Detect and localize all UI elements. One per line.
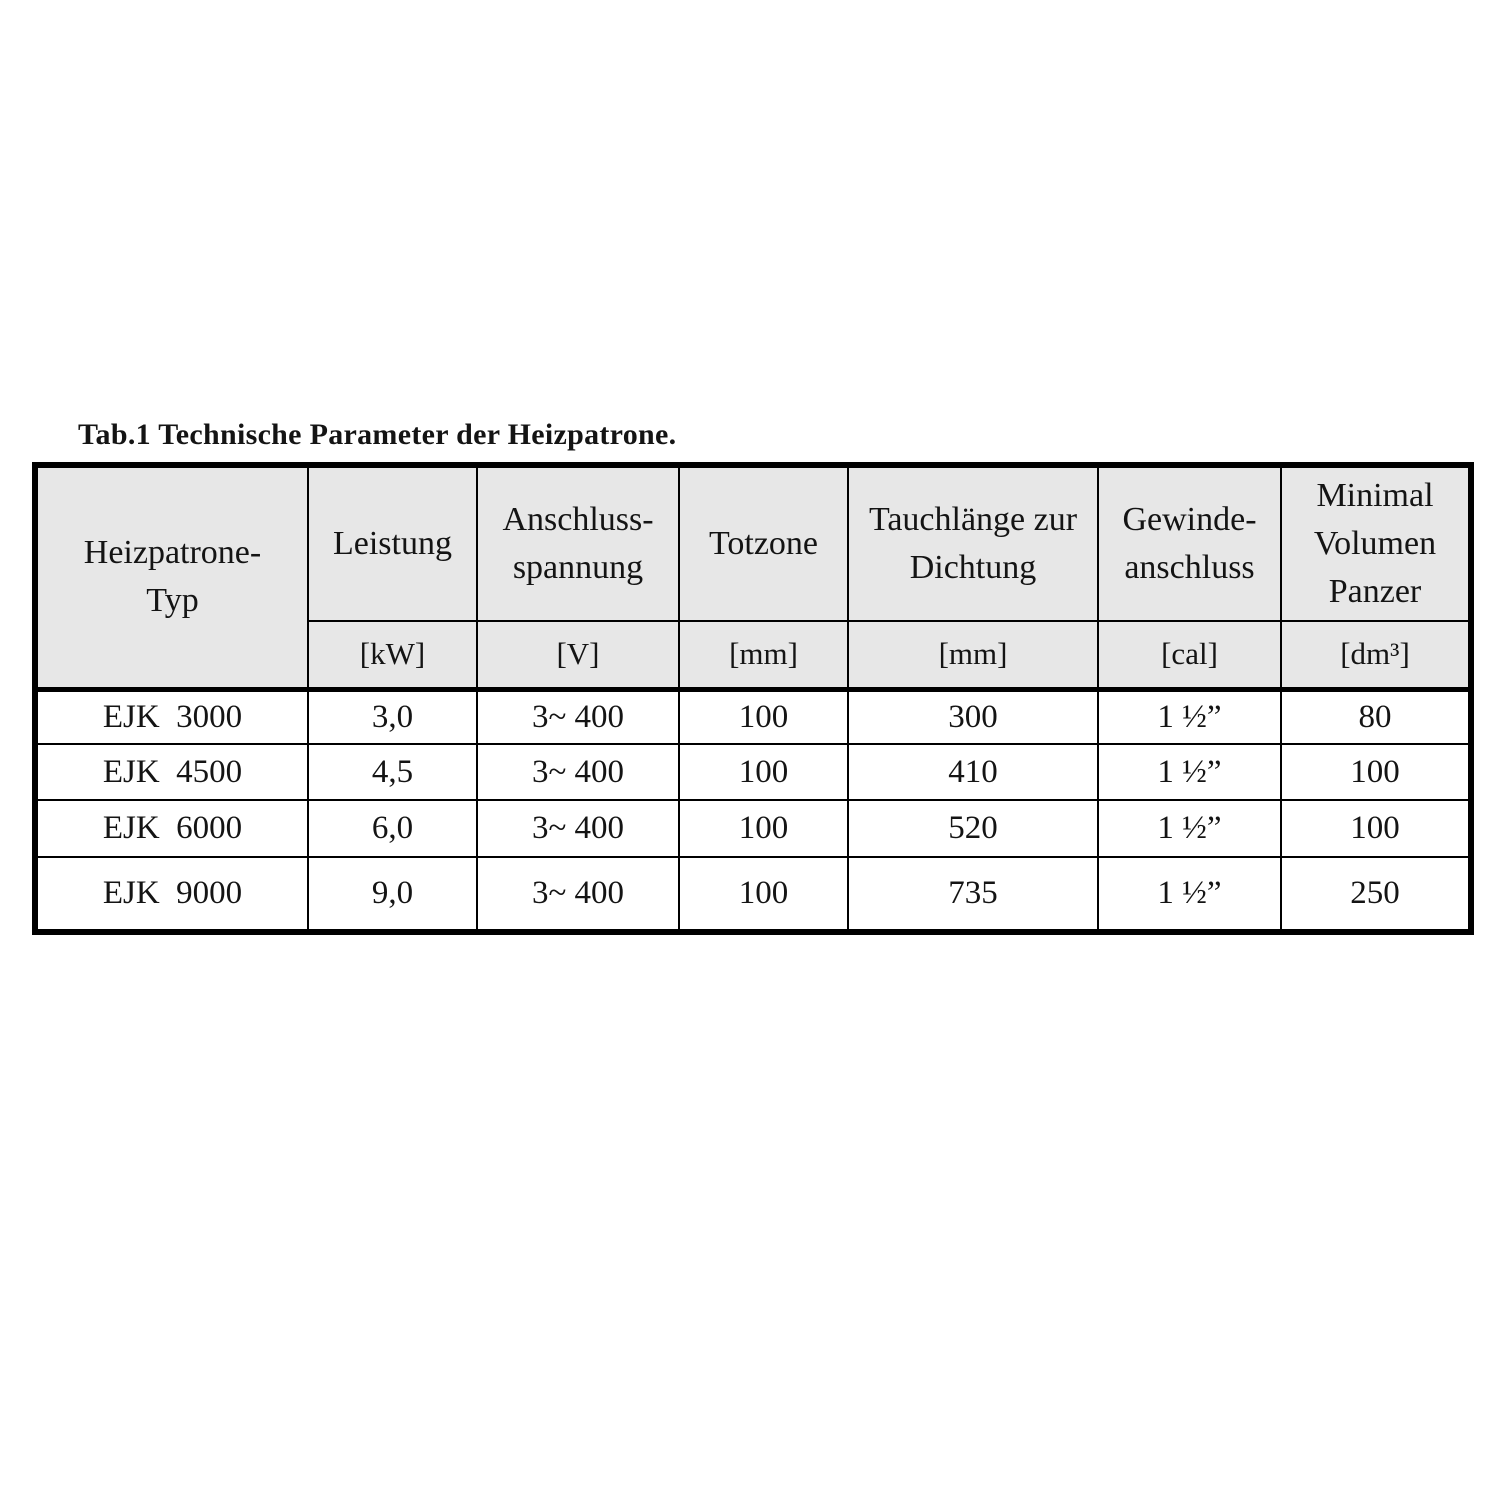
cell-volumen: 100: [1281, 800, 1471, 857]
cell-gewinde: 1 ½”: [1098, 744, 1281, 800]
unit-header-mm-totzone: [mm]: [679, 621, 848, 689]
header-row-names: [35, 465, 1471, 621]
cell-spannung: 3~ 400: [477, 689, 679, 744]
cell-tauchlaenge: 300: [848, 689, 1098, 744]
cell-type: EJK 4500: [35, 744, 308, 800]
column-header-tauchlaenge: [848, 465, 1098, 621]
table-row-ejk-4500: [35, 744, 1471, 800]
cell-type: EJK 3000: [35, 689, 308, 744]
table-row-ejk-9000: [35, 857, 1471, 932]
cell-gewinde: 1 ½”: [1098, 800, 1281, 857]
header-line: Leistung: [333, 525, 452, 562]
unit-header-dm3: [dm³]: [1281, 621, 1471, 689]
column-header-totzone: [679, 465, 848, 621]
column-header-anschlussspannung: [477, 465, 679, 621]
technical-parameters-table: [32, 462, 1474, 935]
cell-gewinde: 1 ½”: [1098, 689, 1281, 744]
cell-tauchlaenge: 520: [848, 800, 1098, 857]
cell-leistung: 4,5: [308, 744, 477, 800]
header-line: Volumen: [1313, 525, 1437, 562]
cell-tauchlaenge: 735: [848, 857, 1098, 932]
header-line: Tauchlänge zur: [868, 501, 1078, 538]
cell-spannung: 3~ 400: [477, 857, 679, 932]
cell-volumen: 250: [1281, 857, 1471, 932]
cell-totzone: 100: [679, 857, 848, 932]
unit-header-kw: [kW]: [308, 621, 477, 689]
cell-type: EJK 6000: [35, 800, 308, 857]
column-header-leistung: [308, 465, 477, 621]
header-line: Gewinde-: [1122, 501, 1257, 538]
unit-header-mm-tauchlaenge: [mm]: [848, 621, 1098, 689]
unit-header-v: [V]: [477, 621, 679, 689]
table-row-ejk-6000: [35, 800, 1471, 857]
table-row-ejk-3000: [35, 689, 1471, 744]
cell-leistung: 6,0: [308, 800, 477, 857]
column-header-heizpatrone-typ: [35, 465, 308, 689]
column-header-gewindeanschluss: [1098, 465, 1281, 621]
cell-spannung: 3~ 400: [477, 800, 679, 857]
header-line: Panzer: [1328, 573, 1422, 610]
cell-leistung: 9,0: [308, 857, 477, 932]
cell-totzone: 100: [679, 689, 848, 744]
header-line: anschluss: [1124, 549, 1255, 586]
header-line: Totzone: [708, 525, 819, 562]
cell-totzone: 100: [679, 800, 848, 857]
cell-type: EJK 9000: [35, 857, 308, 932]
cell-spannung: 3~ 400: [477, 744, 679, 800]
table-caption: Tab.1 Technische Parameter der Heizpatrone.: [78, 418, 677, 451]
header-line: Typ: [146, 582, 199, 620]
column-header-minimal-volumen-panzer: [1281, 465, 1471, 621]
cell-totzone: 100: [679, 744, 848, 800]
header-line: spannung: [512, 549, 644, 586]
header-line: Dichtung: [909, 549, 1037, 586]
header-line: Heizpatrone-: [83, 534, 262, 572]
cell-tauchlaenge: 410: [848, 744, 1098, 800]
cell-volumen: 100: [1281, 744, 1471, 800]
header-line: Minimal: [1316, 477, 1434, 514]
header-line: Anschluss-: [502, 501, 654, 538]
cell-volumen: 80: [1281, 689, 1471, 744]
cell-gewinde: 1 ½”: [1098, 857, 1281, 932]
unit-header-cal: [cal]: [1098, 621, 1281, 689]
cell-leistung: 3,0: [308, 689, 477, 744]
